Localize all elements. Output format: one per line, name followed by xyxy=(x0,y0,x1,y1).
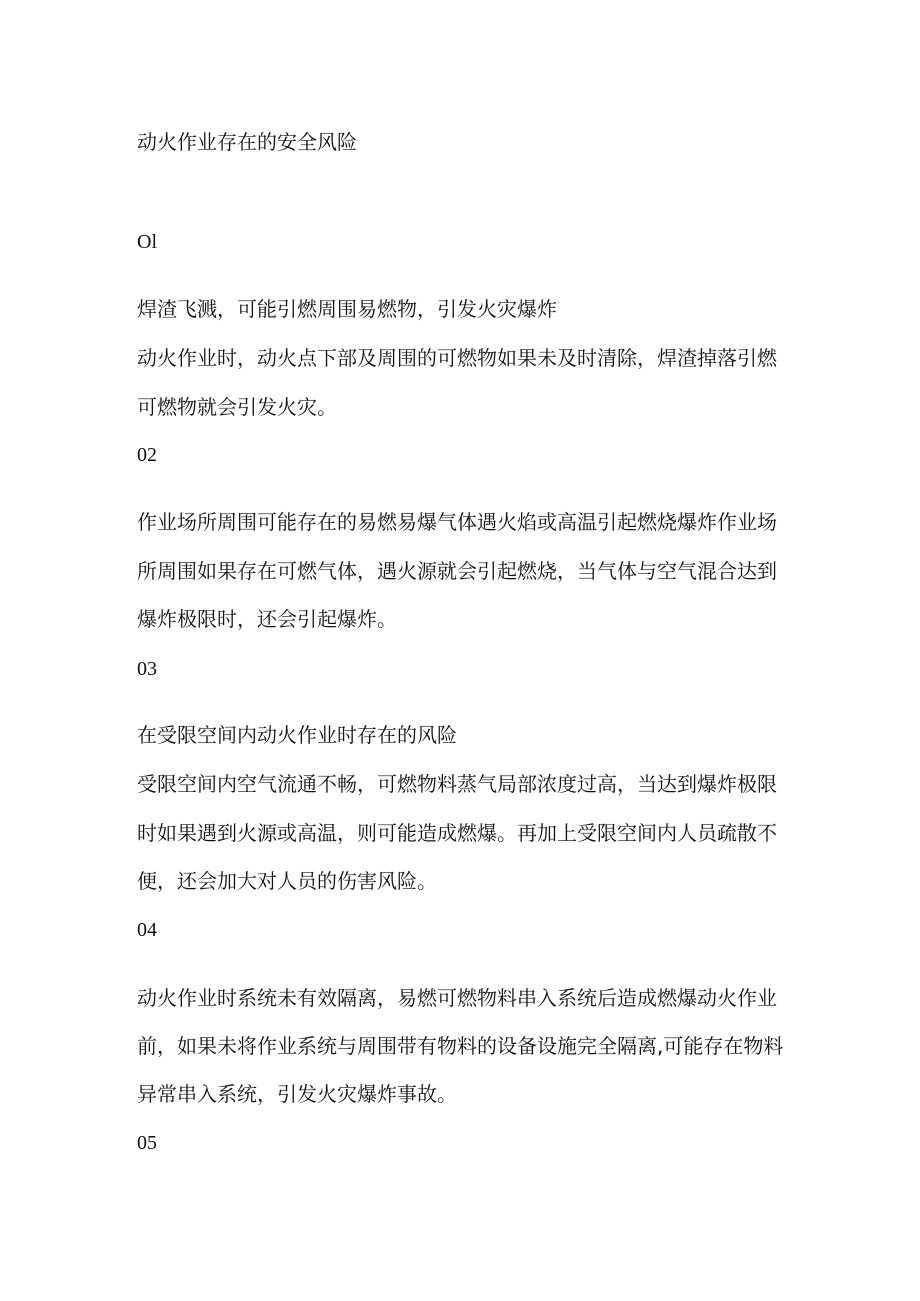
section-number: 02 xyxy=(137,444,157,466)
paragraph-line: 便，还会加大对人员的伤害风险。 xyxy=(137,869,437,893)
paragraph-line: 动火作业时系统未有效隔离，易燃可燃物料串入系统后造成燃爆动火作业 xyxy=(137,986,777,1010)
paragraph-line: 时如果遇到火源或高温，则可能造成燃爆。再加上受限空间内人员疏散不 xyxy=(137,821,777,845)
section-number: 05 xyxy=(137,1132,157,1154)
paragraph-line: 所周围如果存在可燃气体，遇火源就会引起燃烧，当气体与空气混合达到 xyxy=(137,559,777,583)
section-number: 03 xyxy=(137,658,157,680)
paragraph-line: 异常串入系统，引发火灾爆炸事故。 xyxy=(137,1082,457,1106)
paragraph-line: 受限空间内空气流通不畅，可燃物料蒸气局部浓度过高，当达到爆炸极限 xyxy=(137,772,777,796)
paragraph-line: 爆炸极限时，还会引起爆炸。 xyxy=(137,607,397,631)
section-number: Ol xyxy=(137,231,157,253)
section-heading: 在受限空间内动火作业时存在的风险 xyxy=(137,723,457,747)
paragraph-line: 可燃物就会引发火灾。 xyxy=(137,395,337,419)
paragraph-line: 前，如果未将作业系统与周围带有物料的设备设施完全隔离,可能存在物料 xyxy=(137,1034,784,1058)
document-title: 动火作业存在的安全风险 xyxy=(137,130,357,154)
paragraph-line: 作业场所周围可能存在的易燃易爆气体遇火焰或高温引起燃烧爆炸作业场 xyxy=(137,510,777,534)
section-heading: 焊渣飞溅，可能引燃周围易燃物，引发火灾爆炸 xyxy=(137,297,557,321)
section-number: 04 xyxy=(137,919,157,941)
paragraph-line: 动火作业时，动火点下部及周围的可燃物如果未及时清除，焊渣掉落引燃 xyxy=(137,346,777,370)
